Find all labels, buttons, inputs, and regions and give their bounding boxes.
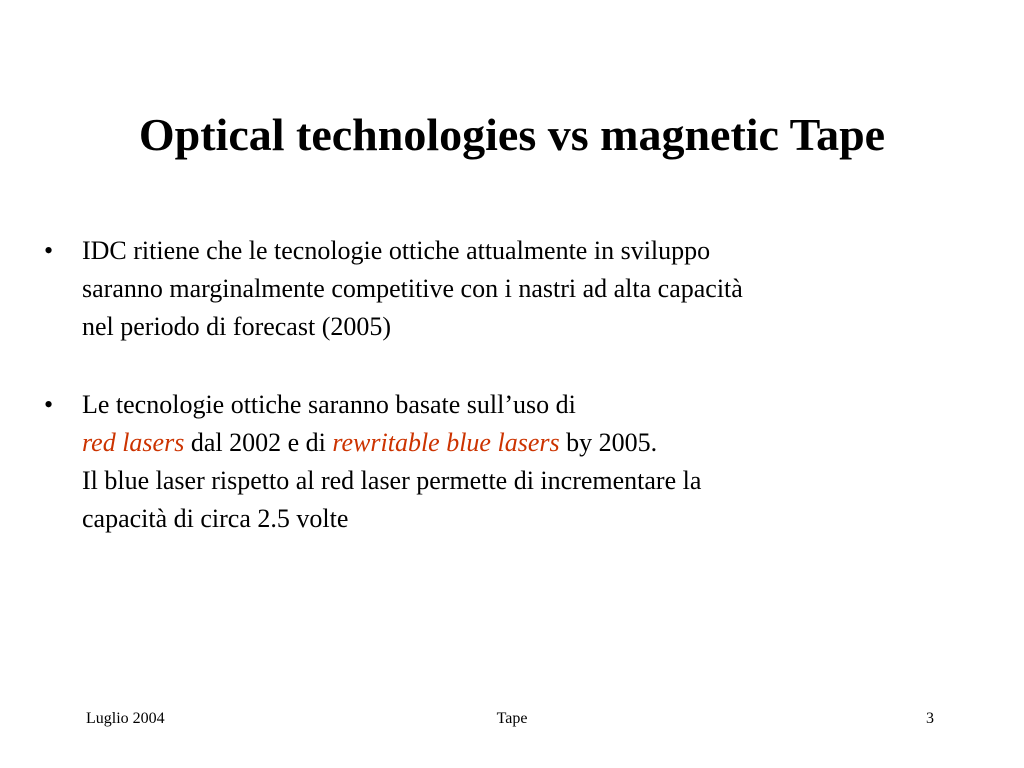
bullet-item-lasers (44, 386, 984, 538)
bullet-text-line: nel periodo di forecast (2005) (82, 312, 392, 341)
bullet-text-line: capacità di circa 2.5 volte (82, 504, 349, 533)
highlight-blue-lasers: rewritable blue lasers (332, 428, 560, 457)
bullet-list (44, 232, 984, 538)
bullet-text-segment: by 2005. (559, 428, 658, 457)
slide-title: Optical technologies vs magnetic Tape (138, 109, 886, 160)
bullet-text-line: Il blue laser rispetto al red laser permette di incrementare la (82, 466, 702, 495)
bullet-marker: • (44, 236, 54, 265)
bullet-text-segment: dal 2002 e di (184, 428, 333, 457)
footer-page-number: 3 (926, 710, 934, 727)
footer-title: Tape (496, 710, 528, 727)
bullet-text-line (82, 424, 984, 462)
bullet-text-line: saranno marginalmente competitive con i nastri ad alta capacità (82, 274, 743, 303)
highlight-red-lasers: red lasers (82, 428, 185, 457)
bullet-text-line: Le tecnologie ottiche saranno basate sull’uso di (82, 390, 576, 419)
footer-date: Luglio 2004 (86, 710, 165, 727)
bullet-text-line: IDC ritiene che le tecnologie ottiche attualmente in sviluppo (82, 236, 711, 265)
bullet-item-idc (44, 232, 984, 346)
bullet-marker: • (44, 390, 54, 419)
